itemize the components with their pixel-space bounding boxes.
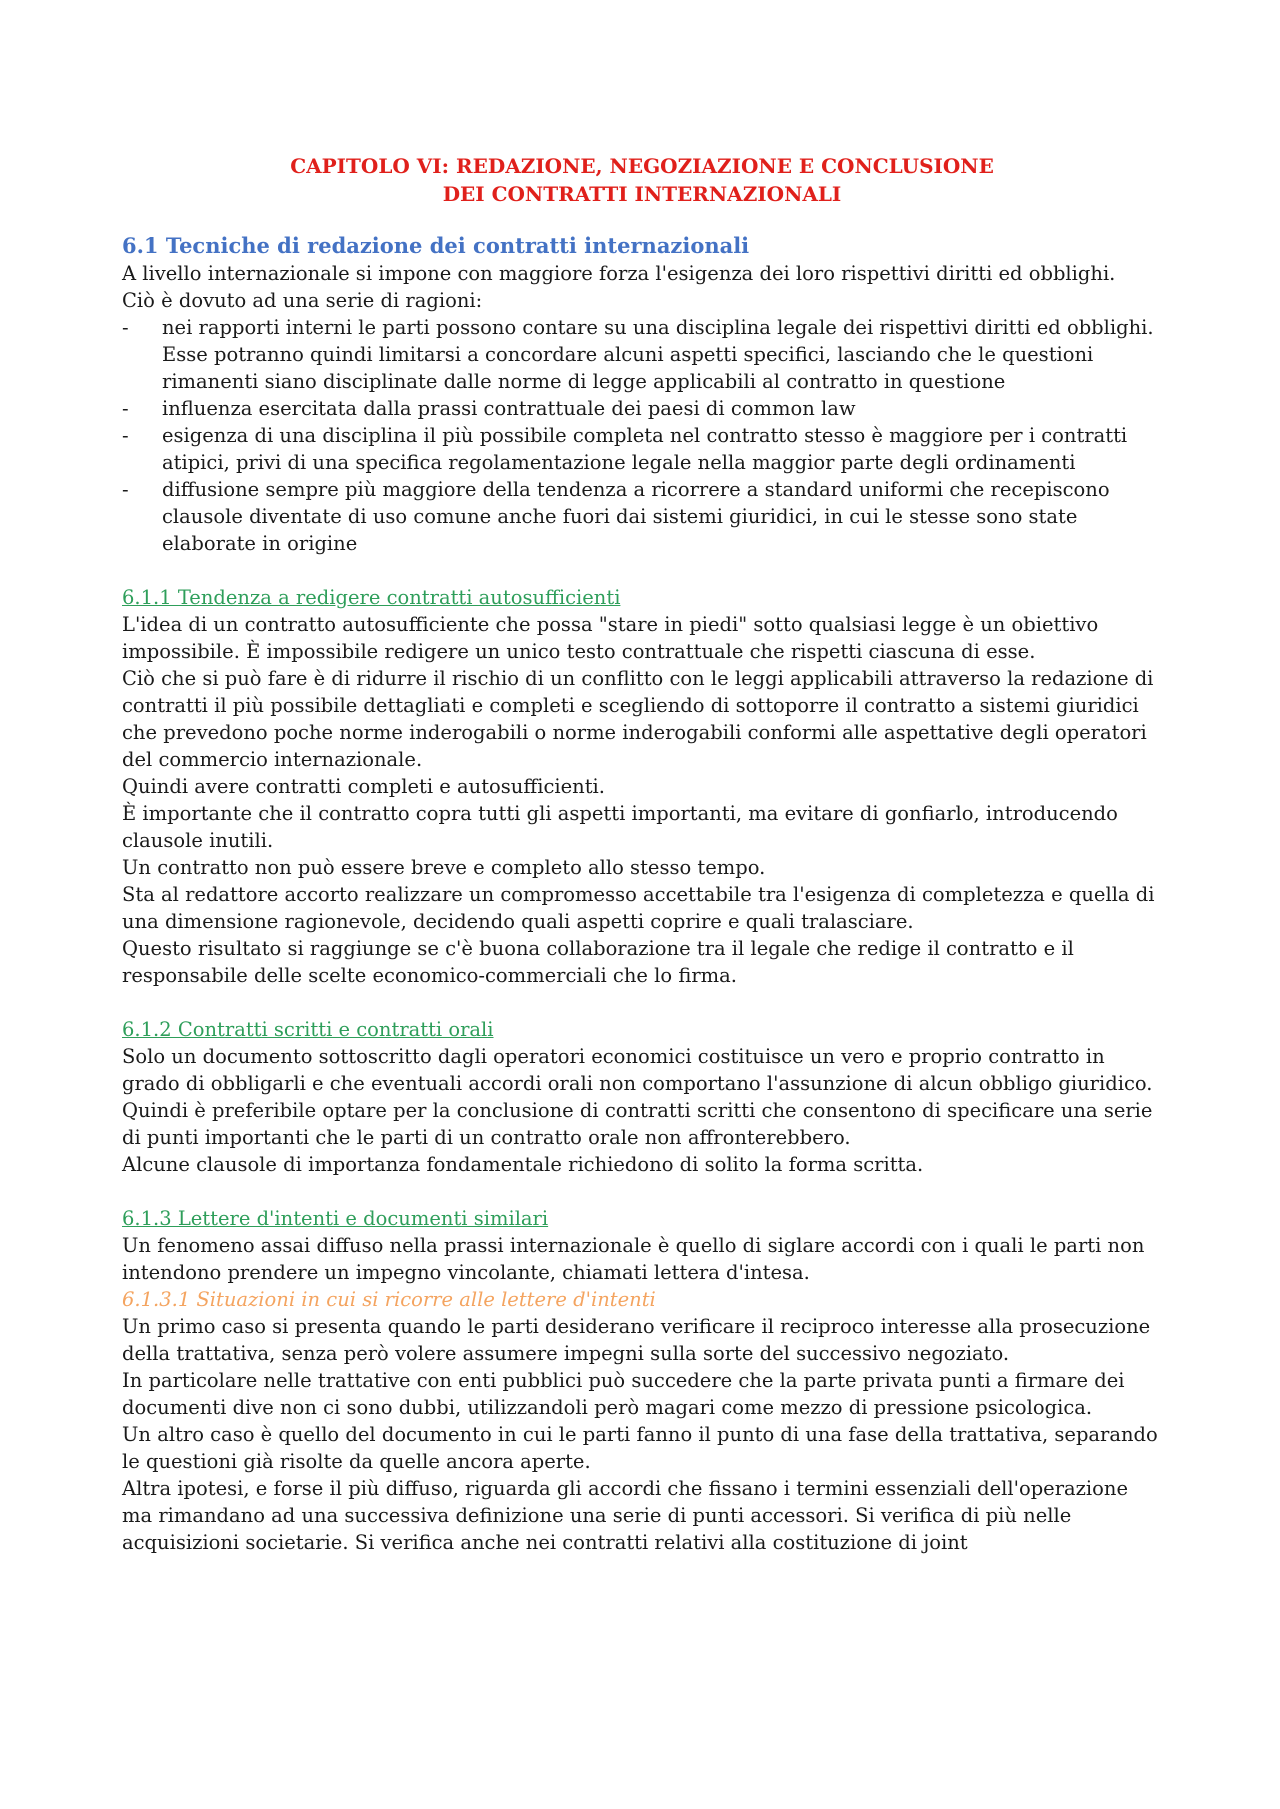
paragraph: Solo un documento sottoscritto dagli operatori economici costituisce un vero e proprio contratto in grado di obbligarli e che eventuali accordi orali non comportano l'assunzione di alcun obbligo giuridico. xyxy=(122,1045,1153,1095)
paragraph: Un primo caso si presenta quando le parti desiderano verificare il reciproco interesse alla prosecuzione della trattativa, senza però volere assumere impegni sulla sorte del successivo negoziato. xyxy=(122,1315,1151,1365)
paragraph: A livello internazionale si impone con maggiore forza l'esigenza dei loro rispettivi diritti ed obblighi. xyxy=(122,262,1116,285)
list-item: - influenza esercitata dalla prassi contrattuale dei paesi di common law xyxy=(122,395,1162,422)
paragraph: Un altro caso è quello del documento in cui le parti fanno il punto di una fase della trattativa, separando le questioni già risolte da quelle ancora aperte. xyxy=(122,1423,1158,1473)
paragraph: Sta al redattore accorto realizzare un compromesso accettabile tra l'esigenza di completezza e quella di una dimensione ragionevole, decidendo quali aspetti coprire e quali tralasciare. xyxy=(122,883,1155,933)
paragraph: Un fenomeno assai diffuso nella prassi internazionale è quello di siglare accordi con i quali le parti non intendono prendere un impegno vincolante, chiamati lettera d'intesa. xyxy=(122,1234,1145,1284)
list-item: - nei rapporti interni le parti possono contare su una disciplina legale dei rispettivi diritti ed obblighi. Esse potranno quindi limitarsi a concordare alcuni aspetti specifici, lasciando che le questioni rimanenti siano disciplinate dalle norme di legge applicabili al contratto in questione xyxy=(122,314,1162,395)
chapter-title xyxy=(122,152,1162,208)
reasons-list xyxy=(122,314,1162,557)
paragraph: L'idea di un contratto autosufficiente che possa "stare in piedi" sotto qualsiasi legge è un obiettivo impossibile. È impossibile redigere un unico testo contrattuale che rispetti ciascuna di esse. xyxy=(122,613,1099,663)
section-heading-6-1-2: 6.1.2 Contratti scritti e contratti orali xyxy=(122,1018,494,1041)
list-item: - esigenza di una disciplina il più possibile completa nel contratto stesso è maggiore per i contratti atipici, privi di una specifica regolamentazione legale nella maggior parte degli ordinamenti xyxy=(122,422,1162,476)
section-heading-6-1-3: 6.1.3 Lettere d'intenti e documenti similari xyxy=(122,1207,549,1230)
paragraph: Ciò è dovuto ad una serie di ragioni: xyxy=(122,289,483,312)
chapter-title-line-1: CAPITOLO VI: REDAZIONE, NEGOZIAZIONE E CONCLUSIONE xyxy=(290,154,994,178)
list-item: - diffusione sempre più maggiore della tendenza a ricorrere a standard uniformi che recepiscono clausole diventate di uso comune anche fuori dai sistemi giuridici, in cui le stesse sono state elaborate in origine xyxy=(122,476,1162,557)
paragraph: Alcune clausole di importanza fondamentale richiedono di solito la forma scritta. xyxy=(122,1153,924,1176)
section-heading-6-1-1: 6.1.1 Tendenza a redigere contratti autosufficienti xyxy=(122,586,621,609)
paragraph: È importante che il contratto copra tutti gli aspetti importanti, ma evitare di gonfiarlo, introducendo clausole inutili. xyxy=(122,802,1118,852)
paragraph: In particolare nelle trattative con enti pubblici può succedere che la parte privata punti a firmare dei documenti dive non ci sono dubbi, utilizzandoli però magari come mezzo di pressione psicologica. xyxy=(122,1369,1125,1419)
subsection-heading-6-1-3-1: 6.1.3.1 Situazioni in cui si ricorre alle lettere d'intenti xyxy=(122,1288,656,1311)
paragraph: Un contratto non può essere breve e completo allo stesso tempo. xyxy=(122,856,766,879)
paragraph: Ciò che si può fare è di ridurre il rischio di un conflitto con le leggi applicabili attraverso la redazione di contratti il più possibile dettagliati e completi e scegliendo di sottoporre il contratto a sistemi giuridici che prevedono poche norme inderogabili o norme inderogabili conformi alle aspettative degli operatori del commercio internazionale. xyxy=(122,667,1154,771)
chapter-title-line-2: DEI CONTRATTI INTERNAZIONALI xyxy=(442,182,842,206)
paragraph: Quindi è preferibile optare per la conclusione di contratti scritti che consentono di specificare una serie di punti importanti che le parti di un contratto orale non affronterebbero. xyxy=(122,1099,1153,1149)
section-heading-6-1: 6.1 Tecniche di redazione dei contratti internazionali xyxy=(122,233,750,258)
paragraph: Questo risultato si raggiunge se c'è buona collaborazione tra il legale che redige il contratto e il responsabile delle scelte economico-commerciali che lo firma. xyxy=(122,937,1074,987)
paragraph: Altra ipotesi, e forse il più diffuso, riguarda gli accordi che fissano i termini essenziali dell'operazione ma rimandano ad una successiva definizione una serie di punti accessori. Si verifica di più nelle acquisizioni societarie. Si verifica anche nei contratti relativi alla costituzione di joint xyxy=(122,1477,1129,1554)
paragraph: Quindi avere contratti completi e autosufficienti. xyxy=(122,775,605,798)
document-body xyxy=(122,152,1162,1556)
